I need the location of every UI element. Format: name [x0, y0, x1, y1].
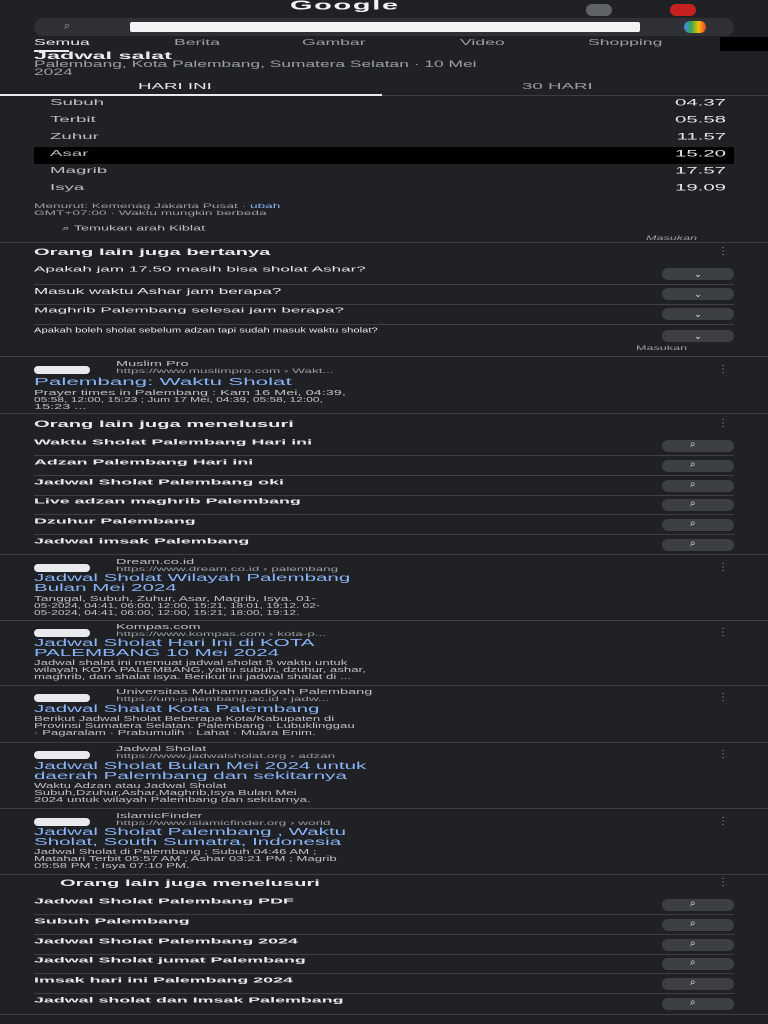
qibla-button[interactable]: ⌕ Temukan arah Kiblat	[62, 224, 206, 232]
result-title-link[interactable]: PALEMBANG 10 Mei 2024	[34, 647, 280, 659]
divider	[0, 620, 768, 621]
divider	[0, 242, 768, 243]
tab-gambar[interactable]: Gambar	[302, 38, 366, 47]
result-site-name: Jadwal Sholat	[116, 745, 207, 754]
prayer-row-magrib: Magrib 17.57	[50, 165, 726, 176]
chevron-down-icon[interactable]: ⌄	[662, 330, 734, 342]
related-search-pill[interactable]	[662, 440, 734, 452]
related-search-item[interactable]: Waktu Sholat Palembang Hari ini	[34, 438, 313, 447]
search-icon: ⌕	[690, 957, 696, 968]
divider	[0, 874, 768, 875]
search-icon: ⌕	[690, 459, 696, 470]
notification-avatar-icon[interactable]	[586, 4, 612, 16]
divider	[34, 914, 734, 915]
result-snippet: · Pagaralam · Prabumulih · Lahat · Muara Enim.	[34, 729, 316, 737]
islamicfinder-favicon	[34, 818, 90, 826]
related-search-pill[interactable]	[662, 919, 734, 931]
result-more-icon[interactable]: ⋮	[718, 692, 728, 703]
divider	[34, 284, 734, 285]
result-site-name: IslamicFinder	[116, 812, 203, 821]
result-url[interactable]: https://um-palembang.ac.id › jadw...	[116, 695, 330, 703]
search-tabs	[0, 38, 768, 50]
related-search-item[interactable]: Jadwal Sholat Palembang 2024	[34, 937, 298, 946]
result-site-name: Dream.co.id	[116, 558, 195, 567]
result-title-link[interactable]: Jadwal Shalat Kota Palembang	[34, 703, 320, 715]
chevron-down-icon[interactable]: ⌄	[662, 288, 734, 300]
related-search-pill[interactable]	[662, 460, 734, 472]
divider	[0, 685, 768, 686]
prayer-row-isya: Isya 19.09	[50, 182, 726, 193]
jadwalsholat-favicon	[34, 751, 90, 759]
result-snippet: wilayah KOTA PALEMBANG, yaitu subuh, dzuhur, ashar,	[34, 666, 366, 674]
google-logo[interactable]: Google	[290, 0, 400, 13]
tab-shopping[interactable]: Shopping	[588, 38, 663, 47]
result-title-link[interactable]: Jadwal Sholat Bulan Mei 2024 untuk	[34, 760, 367, 772]
related-search-item[interactable]: Jadwal Sholat Palembang oki	[34, 478, 284, 487]
result-title-link[interactable]: Jadwal Sholat Hari Ini di KOTA	[34, 637, 315, 649]
prayer-row-zuhur: Zuhur 11.57	[50, 131, 726, 142]
related-search-item[interactable]: Dzuhur Palembang	[34, 517, 196, 526]
result-title-link[interactable]: Jadwal Sholat Wilayah Palembang	[34, 572, 351, 584]
result-url[interactable]: https://www.islamicfinder.org › world	[116, 819, 331, 827]
divider	[0, 356, 768, 357]
search-icon: ⌕	[690, 439, 696, 450]
search-icon[interactable]: ⌕	[64, 20, 71, 32]
related-search-pill[interactable]	[662, 499, 734, 511]
dream-favicon	[34, 564, 90, 572]
chevron-down-icon[interactable]: ⌄	[662, 308, 734, 320]
result-url[interactable]: https://www.dream.co.id › palembang	[116, 565, 339, 573]
result-snippet: maghrib, dan shalat isya. Berikut ini jadwal shalat di ...	[34, 673, 351, 681]
search-icon: ⌕	[690, 518, 696, 529]
related-search-item[interactable]: Subuh Palembang	[34, 917, 190, 926]
result-snippet: 15:23 ...	[34, 403, 87, 411]
tab-berita[interactable]: Berita	[174, 38, 220, 47]
result-snippet: Berikut Jadwal Sholat Beberapa Kota/Kabupaten di	[34, 715, 335, 723]
related-more-icon[interactable]: ⋮	[718, 418, 728, 429]
prayer-row-asar: Asar 15.20	[34, 147, 734, 164]
result-snippet: Provinsi Sumatera Selatan. Palembang · Lubuklinggau	[34, 722, 355, 730]
result-snippet: Jadwal Sholat di Palembang ; Subuh 04:46 AM ;	[34, 848, 317, 856]
result-snippet: 2024 untuk wilayah Palembang dan sekitarnya.	[34, 796, 311, 804]
prayer-card-title: Jadwal salat	[34, 50, 172, 62]
search-icon: ⌕	[690, 498, 696, 509]
result-title-link[interactable]: daerah Palembang dan sekitarnya	[34, 770, 347, 782]
result-url[interactable]: https://www.kompas.com › kota-p...	[116, 630, 327, 638]
related-more-icon[interactable]: ⋮	[718, 877, 728, 888]
um-palembang-favicon	[34, 694, 90, 702]
prayer-row-terbit: Terbit 05.58	[50, 114, 726, 125]
divider	[34, 514, 734, 515]
result-snippet: Prayer times in Palembang : Kam 16 Mei, 04:39,	[34, 389, 346, 397]
prayer-year: 2024	[34, 68, 73, 78]
divider	[34, 324, 734, 325]
related-search-pill[interactable]	[662, 899, 734, 911]
paa-question-4[interactable]: Apakah boleh sholat sebelum adzan tapi sudah masuk waktu sholat?	[34, 326, 378, 335]
prayer-location: Palembang, Kota Palembang, Sumatera Selatan · 10 Mei	[34, 60, 477, 70]
related-search-pill[interactable]	[662, 480, 734, 492]
paa-more-icon[interactable]: ⋮	[718, 246, 728, 257]
search-icon: ⌕	[690, 479, 696, 490]
divider	[0, 1014, 768, 1015]
result-snippet: Tanggal, Subuh, Zuhur, Asar, Magrib, Isya. 01-	[34, 595, 316, 603]
tab-video[interactable]: Video	[460, 38, 505, 47]
paa-title: Orang lain juga bertanya	[34, 246, 271, 258]
divider	[34, 534, 734, 535]
result-snippet: 05-2024, 04:41, 06:00, 12:00, 15:21, 18:01, 19:12. 02-	[34, 602, 320, 610]
search-bar[interactable]	[34, 18, 734, 36]
tab-hari-ini[interactable]: HARI INI	[138, 82, 212, 91]
divider	[0, 554, 768, 555]
related-search-item[interactable]: Jadwal Sholat Palembang PDF	[34, 897, 294, 906]
search-icon: ⌕	[690, 538, 696, 549]
related-search-item[interactable]: Jadwal imsak Palembang	[34, 537, 250, 546]
related-searches-title: Orang lain juga menelusuri	[34, 418, 294, 430]
result-snippet: 05-2024, 04:41, 06:00, 12:00, 15:21, 18:00, 19:12.	[34, 609, 300, 617]
result-title-link[interactable]: Palembang: Waktu Sholat	[34, 376, 292, 388]
account-avatar[interactable]	[670, 4, 696, 16]
result-title-link[interactable]: Sholat, South Sumatra, Indonesia	[34, 836, 342, 848]
divider	[34, 304, 734, 305]
paa-feedback-link[interactable]: Masukan	[636, 344, 688, 352]
related-search-pill[interactable]	[662, 958, 734, 970]
prayer-feedback-link[interactable]: Masukan	[646, 234, 698, 242]
paa-question-3[interactable]: Maghrib Palembang selesai jam berapa?	[34, 306, 344, 315]
result-more-icon[interactable]: ⋮	[718, 816, 728, 827]
result-snippet: 05:58, 12:00, 15:23 ; Jum 17 Mei, 04:39, 05:58, 12:00,	[34, 396, 323, 404]
tab-semua[interactable]: Semua	[34, 38, 69, 52]
related-search-pill[interactable]	[662, 539, 734, 551]
divider	[0, 413, 768, 414]
result-snippet: 05:58 PM ; Isya 07:10 PM.	[34, 862, 190, 870]
result-url[interactable]: https://www.jadwalsholat.org › adzan	[116, 752, 336, 760]
prayer-source: Menurut: Kemenag Jakarta Pusat · ubah	[34, 202, 281, 210]
top-bar	[0, 0, 768, 42]
google-lens-icon[interactable]	[684, 21, 706, 33]
related-search-item[interactable]: Adzan Palembang Hari ini	[34, 458, 254, 467]
search-icon: ⌕	[690, 918, 696, 929]
paa-question-1[interactable]: Apakah jam 17.50 masih bisa sholat Ashar?	[34, 265, 366, 274]
related-search-item[interactable]: Imsak hari ini Palembang 2024	[34, 976, 293, 985]
prayer-gmt-note: GMT+07:00 · Waktu mungkin berbeda	[34, 209, 267, 217]
search-input[interactable]	[130, 22, 640, 32]
result-title-link[interactable]: Bulan Mei 2024	[34, 582, 177, 594]
result-site-name: Universitas Muhammadiyah Palembang	[116, 688, 373, 697]
result-title-link[interactable]: Jadwal Sholat Palembang , Waktu	[34, 826, 347, 838]
related-search-pill[interactable]	[662, 519, 734, 531]
search-icon: ⌕	[690, 997, 696, 1008]
result-url[interactable]: https://www.muslimpro.com › Wakt...	[116, 367, 334, 375]
divider	[34, 993, 734, 994]
result-snippet: Waktu Adzan atau Jadwal Sholat	[34, 782, 227, 790]
tabs-overflow-fade	[720, 37, 768, 51]
kompas-favicon	[34, 629, 90, 637]
chevron-down-icon[interactable]: ⌄	[662, 268, 734, 280]
search-icon: ⌕	[690, 898, 696, 909]
result-site-name: Kompas.com	[116, 623, 201, 632]
result-snippet: Jadwal shalat ini memuat jadwal sholat 5 waktu untuk	[34, 659, 348, 667]
result-snippet: Subuh,Dzuhur,Ashar,Maghrib,Isya Bulan Mei	[34, 789, 297, 797]
search-icon: ⌕	[690, 977, 696, 988]
divider	[34, 455, 734, 456]
divider	[34, 495, 734, 496]
prayer-row-subuh: Subuh 04.37	[50, 97, 726, 108]
result-more-icon[interactable]: ⋮	[718, 627, 728, 638]
result-more-icon[interactable]: ⋮	[718, 364, 728, 375]
divider	[0, 742, 768, 743]
result-more-icon[interactable]: ⋮	[718, 749, 728, 760]
muslimpro-favicon	[34, 366, 90, 374]
divider	[34, 954, 734, 955]
search-icon: ⌕	[690, 938, 696, 949]
result-more-icon[interactable]: ⋮	[718, 562, 728, 573]
divider	[0, 808, 768, 809]
divider	[34, 475, 734, 476]
divider	[34, 973, 734, 974]
related-search-pill[interactable]	[662, 978, 734, 990]
related-search-pill[interactable]	[662, 998, 734, 1010]
tab-30-hari[interactable]: 30 HARI	[522, 82, 593, 91]
related-searches-title: Orang lain juga menelusuri	[60, 877, 320, 889]
related-search-item[interactable]: Jadwal Sholat jumat Palembang	[34, 956, 306, 965]
divider	[34, 934, 734, 935]
result-site-name: Muslim Pro	[116, 360, 189, 369]
change-source-link[interactable]: ubah	[249, 202, 281, 210]
paa-question-2[interactable]: Masuk waktu Ashar jam berapa?	[34, 287, 282, 296]
result-snippet: Matahari Terbit 05:57 AM ; Ashar 03:21 PM ; Magrib	[34, 855, 337, 863]
related-search-item[interactable]: Live adzan maghrib Palembang	[34, 497, 301, 506]
related-search-pill[interactable]	[662, 939, 734, 951]
related-search-item[interactable]: Jadwal sholat dan Imsak Palembang	[34, 996, 344, 1005]
